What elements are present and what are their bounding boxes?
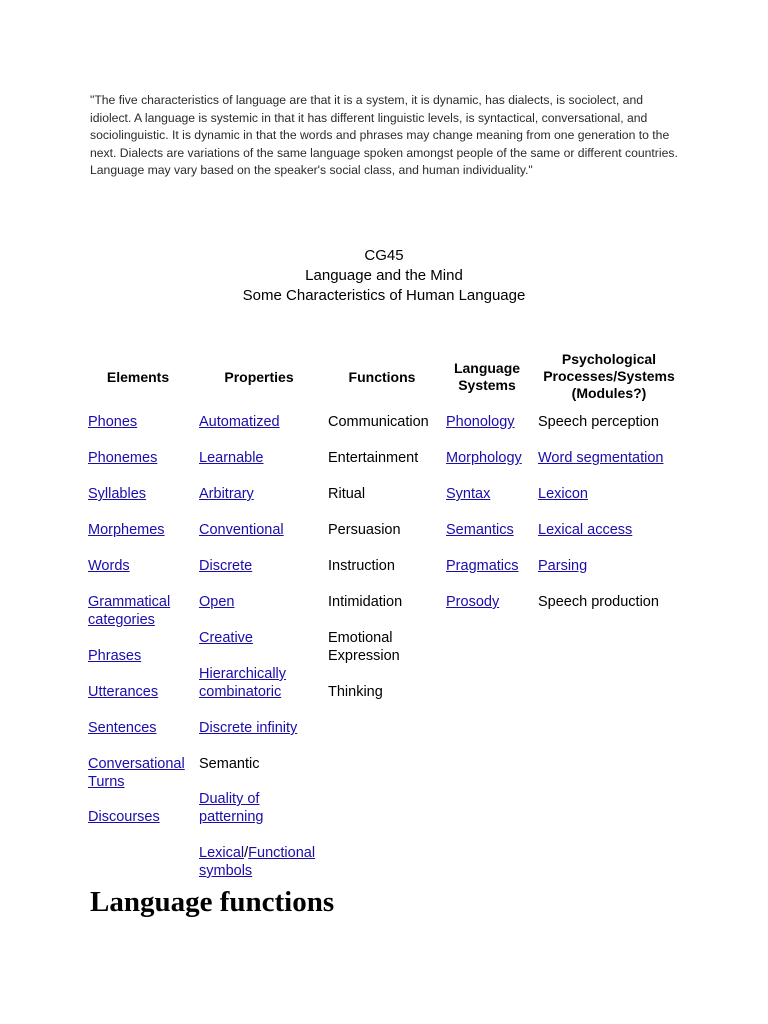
slash-separator: / [244,845,249,861]
functional-symbols-link[interactable]: Functional symbols [199,845,316,879]
property-item[interactable]: Discrete [199,558,253,574]
process-item[interactable]: Lexical access [538,522,633,538]
element-item[interactable]: Phrases [88,648,142,664]
function-item: Communication [328,414,429,430]
property-item[interactable]: Discrete infinity [199,720,298,736]
element-item[interactable]: Grammatical categories [88,594,171,628]
table-title: Some Characteristics of Human Language [242,287,526,304]
language-system-item[interactable]: Semantics [446,522,514,538]
property-item[interactable]: Hierarchically combinatoric [199,666,287,700]
course-code: CG45 [364,247,404,264]
col-header-language-systems: Language Systems [453,360,521,393]
language-system-item[interactable]: Prosody [446,594,500,610]
lexical-link[interactable]: Lexical [199,845,245,861]
language-system-item[interactable]: Pragmatics [446,558,519,574]
element-item[interactable]: Discourses [88,809,160,825]
col-header-functions: Functions [348,369,416,385]
section-title: Language functions [90,886,335,918]
process-item[interactable]: Parsing [538,558,588,574]
property-item-lexical-functional[interactable] [199,844,319,880]
col-header-properties: Properties [224,369,294,385]
property-item: Semantic [199,756,260,772]
function-item: Persuasion [328,522,401,538]
intro-quote: "The five characteristics of language are that it is a system, it is dynamic, has dialects, is sociolect, and idiolect. A language is systemic in that it has different linguistic levels, is syntactical, conversational, and sociolinguistic. It is dynamic in that the words and phrases may change meaning from one generation to the next. Dialects are variations of the same language spoken amongst people of the same or different countries. Language may vary based on the speaker's social class, and human individuality." [90,93,678,178]
language-system-item[interactable]: Morphology [446,450,522,466]
property-item[interactable]: Conventional [199,522,284,538]
property-item[interactable]: Duality of patterning [199,791,264,825]
process-item[interactable]: Word segmentation [538,450,664,466]
element-item[interactable]: Morphemes [88,522,165,538]
property-item[interactable]: Learnable [199,450,264,466]
element-item[interactable]: Conversational Turns [88,756,185,790]
col-header-elements: Elements [106,369,170,385]
function-item: Instruction [328,558,395,574]
language-system-item[interactable]: Syntax [446,486,491,502]
process-item: Speech production [538,594,659,610]
function-item: Thinking [328,684,383,700]
language-system-item[interactable]: Phonology [446,414,515,430]
property-item[interactable]: Arbitrary [199,486,254,502]
property-item[interactable]: Creative [199,630,253,646]
function-item: Intimidation [328,594,403,610]
element-item[interactable]: Phones [88,414,138,430]
element-item[interactable]: Phonemes [88,450,158,466]
function-item: Ritual [328,486,366,502]
property-item[interactable]: Open [199,594,235,610]
function-item: Entertainment [328,450,419,466]
element-item[interactable]: Words [88,558,130,574]
process-item[interactable]: Lexicon [538,486,588,502]
element-item[interactable]: Utterances [88,684,159,700]
property-item[interactable]: Automatized [199,414,280,430]
process-item: Speech perception [538,414,659,430]
course-title: Language and the Mind [305,267,463,284]
element-item[interactable]: Syllables [88,486,147,502]
function-item: Emotional Expression [328,630,400,664]
element-item[interactable]: Sentences [88,720,157,736]
col-header-psychological-processes: Psychological Processes/Systems (Modules?) [543,351,675,401]
